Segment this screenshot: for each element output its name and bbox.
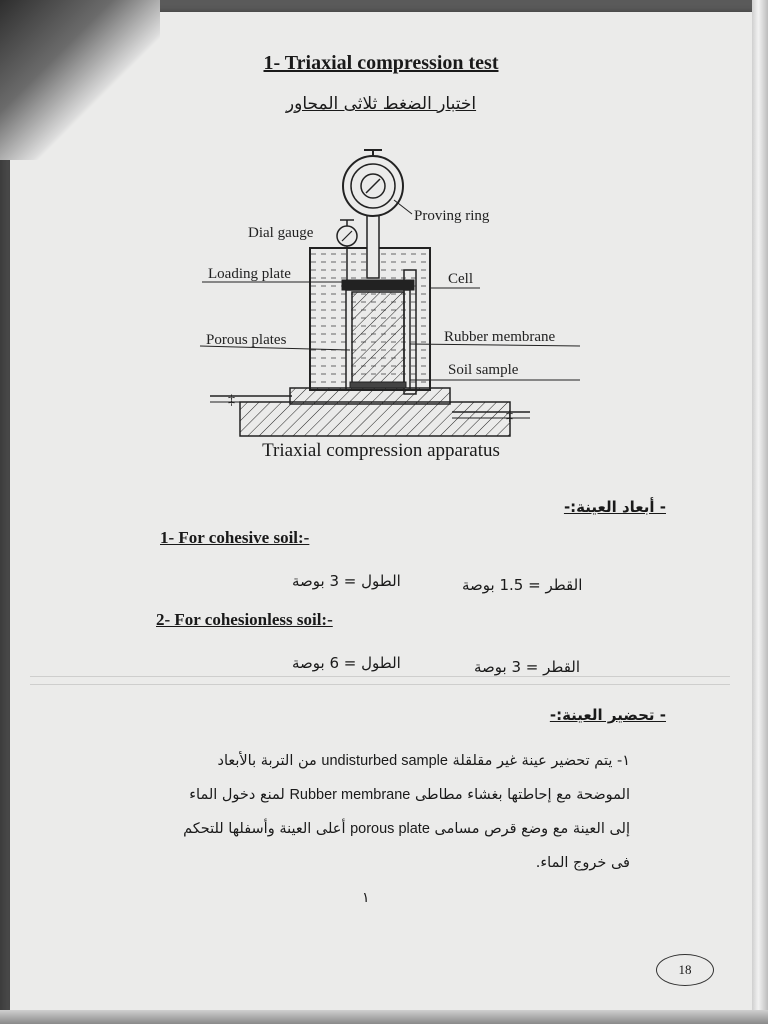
cohesive-diameter: القطر = 1.5 بوصة xyxy=(462,576,583,594)
paragraph-line: ١- يتم تحضير عينة غير مقلقلة undisturbed sample من التربة بالأبعاد xyxy=(217,753,630,769)
sample-dimensions-heading: - أبعاد العينة:- xyxy=(563,498,666,516)
svg-text:‡: ‡ xyxy=(228,393,235,408)
preparation-paragraph xyxy=(90,744,630,880)
paragraph-line: إلى العينة مع وضع قرص مسامى porous plate أعلى العينة وأسفلها للتحكم xyxy=(183,821,630,837)
page-edge xyxy=(752,0,768,1024)
svg-text:‡: ‡ xyxy=(506,409,513,424)
page-number: 18 xyxy=(656,954,714,986)
cohesionless-soil-heading: 2- For cohesionless soil:- xyxy=(156,610,333,629)
cohesionless-length: الطول = 6 بوصة xyxy=(292,654,401,672)
preparation-heading: - تحضير العينة:- xyxy=(549,706,666,724)
label-cell: Cell xyxy=(448,271,473,287)
cohesive-soil-heading: 1- For cohesive soil:- xyxy=(160,528,310,547)
label-porous-plates: Porous plates xyxy=(206,332,287,348)
base-plate xyxy=(240,402,510,436)
label-dial-gauge: Dial gauge xyxy=(248,225,314,241)
paragraph-line: فى خروج الماء. xyxy=(535,855,630,871)
diagram-caption: Triaxial compression apparatus xyxy=(262,440,500,461)
label-rubber-membrane: Rubber membrane xyxy=(444,329,556,345)
page-curl-shadow xyxy=(0,0,160,160)
paragraph-line: الموضحة مع إحاطتها بغشاء مطاطى Rubber membrane لمنع دخول الماء xyxy=(189,787,630,803)
page-subtitle-arabic: اختبار الضغط ثلاثى المحاور xyxy=(285,94,477,114)
triaxial-apparatus-diagram xyxy=(180,130,600,460)
label-loading-plate: Loading plate xyxy=(208,266,291,282)
label-soil-sample: Soil sample xyxy=(448,362,519,378)
footnote-mark: ١ xyxy=(362,890,370,906)
cohesionless-diameter: القطر = 3 بوصة xyxy=(474,658,581,676)
label-proving-ring: Proving ring xyxy=(414,208,490,224)
document-page xyxy=(10,12,752,1012)
scan-artifact-line xyxy=(30,684,730,685)
loading-plate xyxy=(342,280,414,290)
scan-artifact-line xyxy=(30,676,730,677)
bottom-edge xyxy=(0,1010,768,1024)
cohesive-length: الطول = 3 بوصة xyxy=(292,572,401,590)
soil-sample xyxy=(352,292,404,388)
page-title: 1- Triaxial compression test xyxy=(263,52,499,74)
